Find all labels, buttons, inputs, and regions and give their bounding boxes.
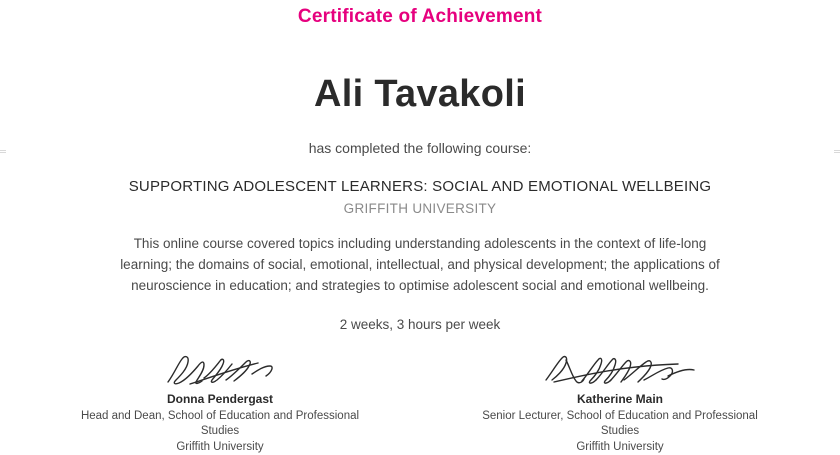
signatory-role: Head and Dean, School of Education and Professional Studies [80,409,360,438]
signature-block [470,354,770,455]
signatory-name: Donna Pendergast [166,391,274,406]
signatory-role: Senior Lecturer, School of Education and Professional Studies [482,409,758,438]
handwritten-signature-icon [470,354,770,388]
institution-name: GRIFFITH UNIVERSITY [343,201,497,216]
completion-statement: has completed the following course: [308,140,532,156]
certificate-title: Certificate of Achievement [297,6,543,27]
course-name: SUPPORTING ADOLESCENT LEARNERS: SOCIAL AND EMOTIONAL WELLBEING [128,178,712,195]
signatory-organisation: Griffith University [176,440,264,453]
course-description: This online course covered topics including understanding adolescents in the context of life-long learning; the domains of social, emotional, intellectual, and physical development; the applications of neuroscience in education; and strategies to optimise adolescent social and emotional wellbeing. [120,236,720,293]
signatory-name: Katherine Main [576,391,663,406]
left-edge-decoration [0,0,3,430]
signatory-organisation: Griffith University [576,440,664,453]
handwritten-signature-icon [70,354,370,388]
course-duration: 2 weeks, 3 hours per week [339,316,501,332]
signature-block [70,354,370,455]
recipient-name: Ali Tavakoli [314,73,526,115]
signature-section [70,354,770,455]
